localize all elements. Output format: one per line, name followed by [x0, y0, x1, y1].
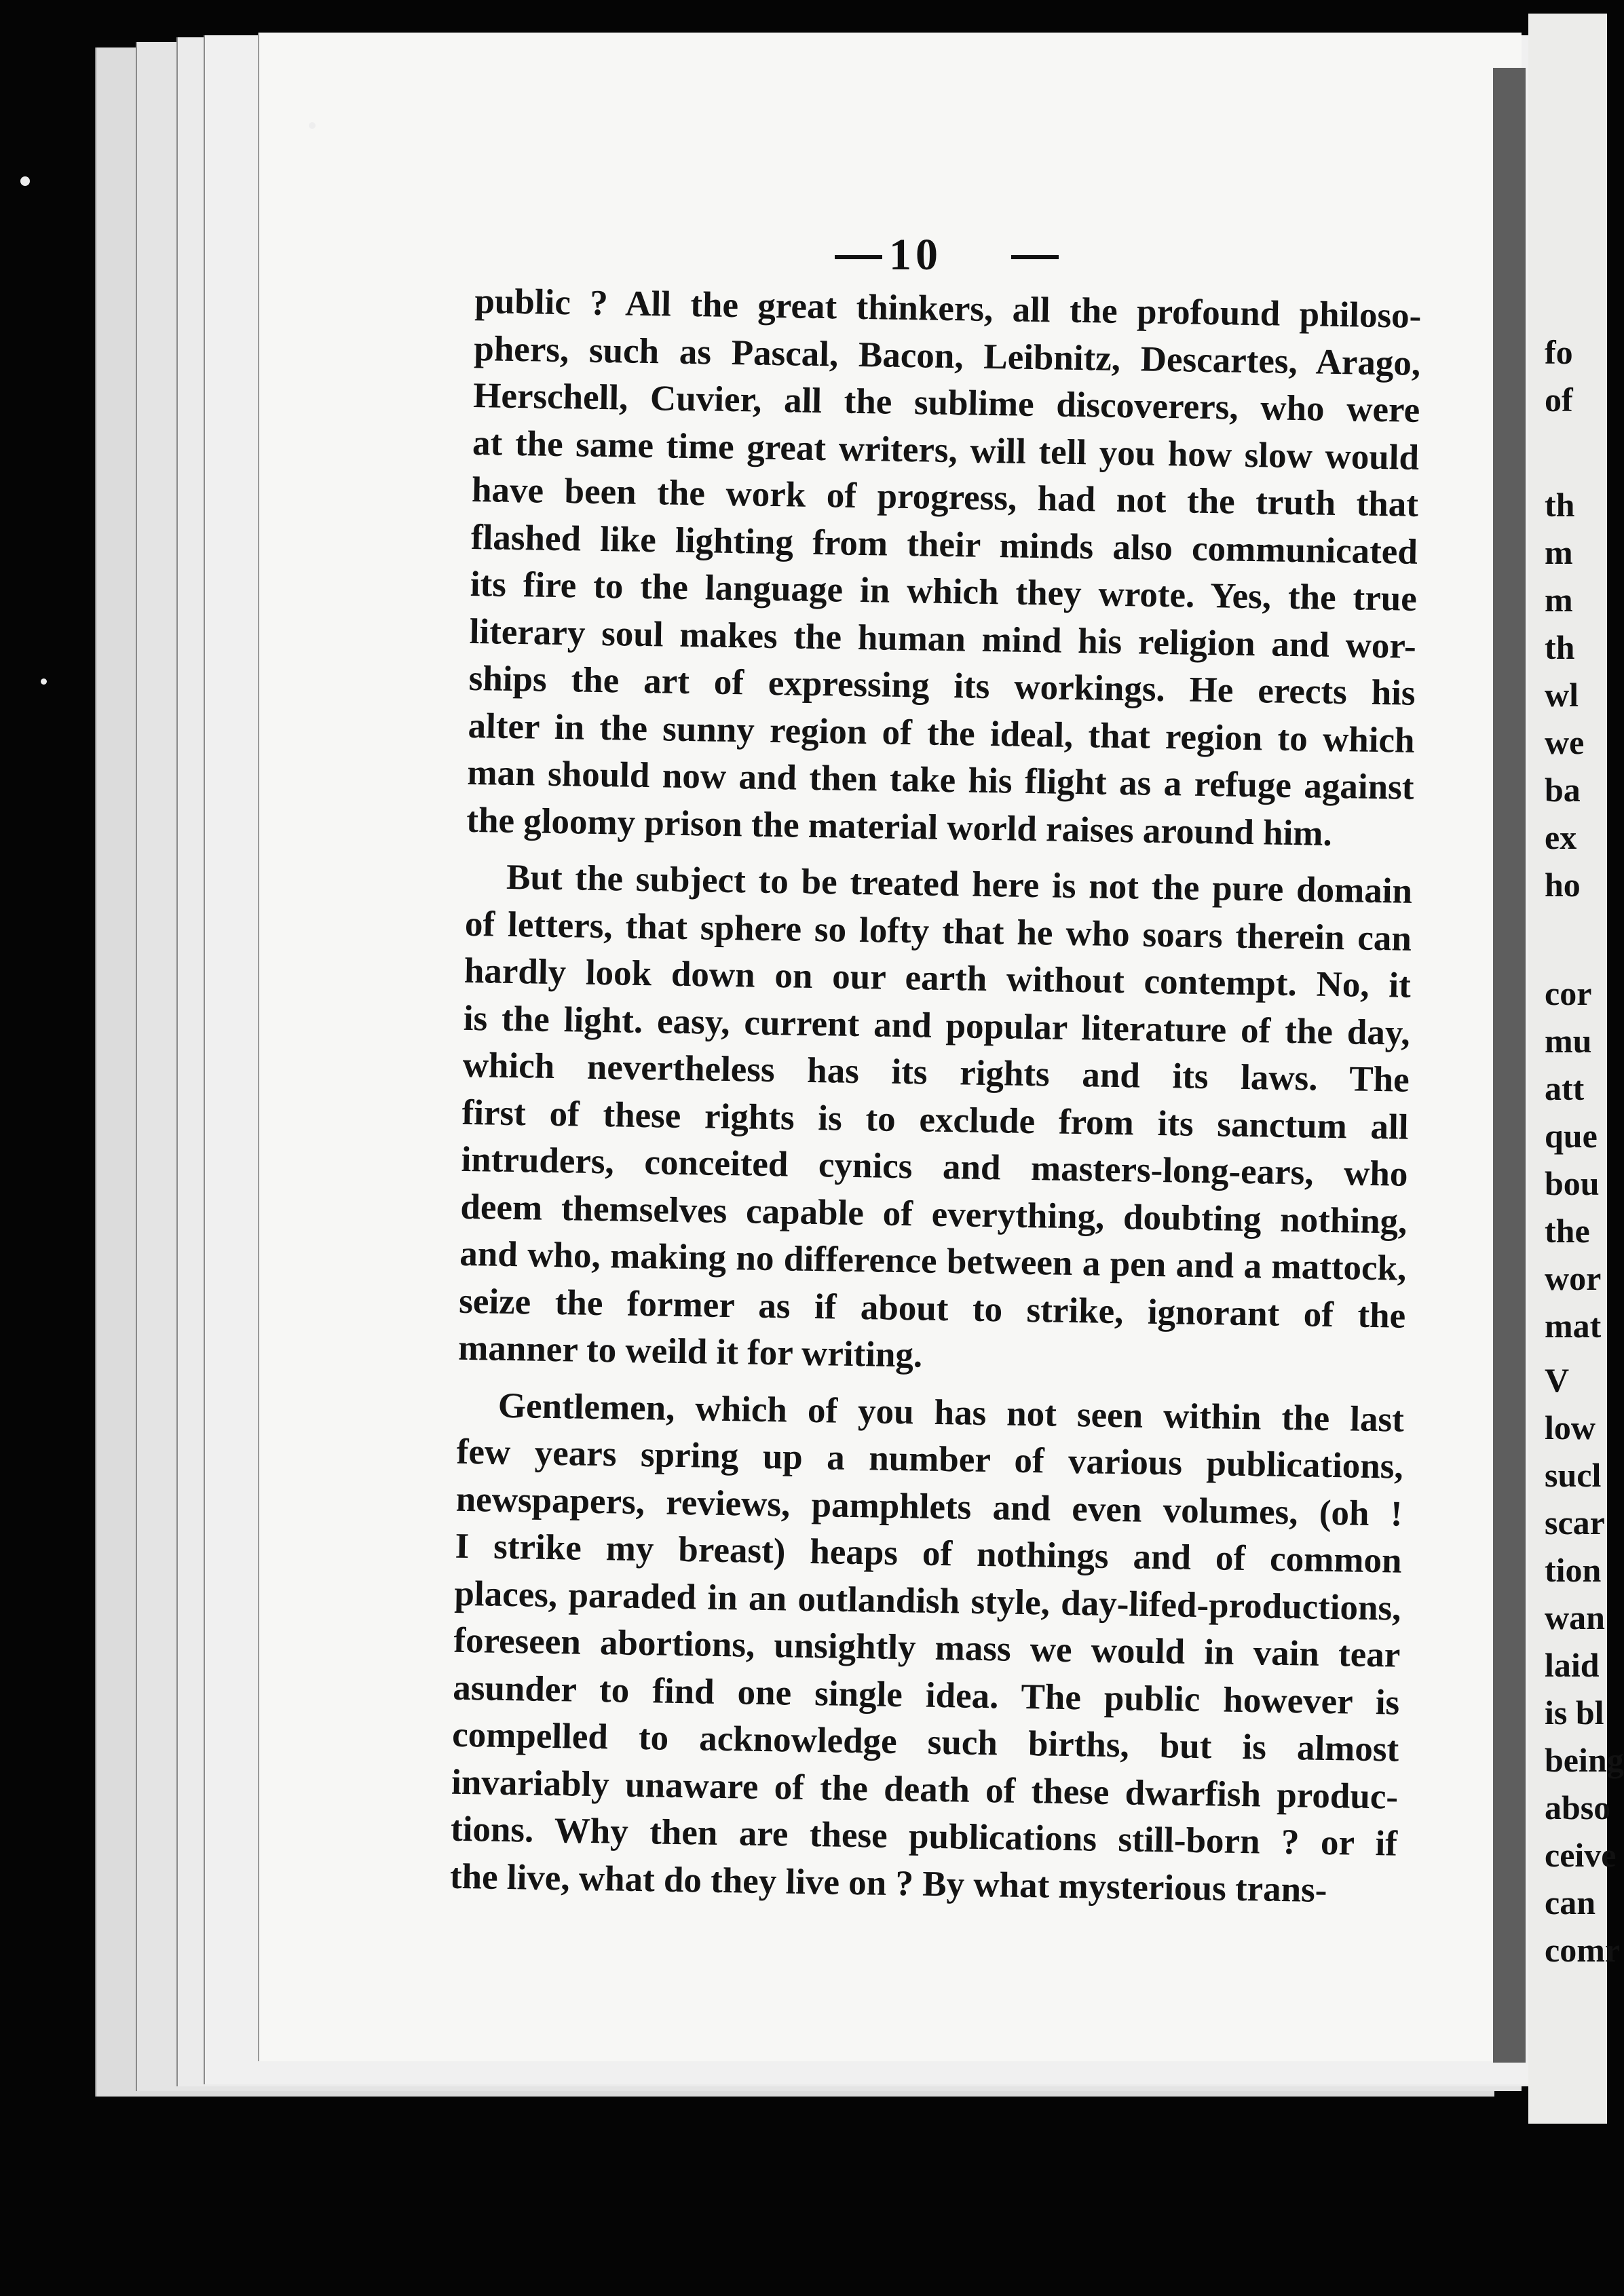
facing-page-fragment: sucl [1545, 1456, 1602, 1494]
text-line: of letters, that sphere so lofty that he who soars therein can [464, 904, 1412, 959]
facing-page-fragment: mu [1545, 1022, 1592, 1060]
text-line: is the light. easy, current and popular literature of the day, [463, 998, 1411, 1053]
facing-page-fragment: m [1545, 581, 1573, 619]
paragraph-2 [458, 854, 1413, 1387]
facing-page-fragment: V [1545, 1361, 1570, 1399]
facing-page-fragment: can [1545, 1883, 1595, 1921]
text-line: asunder to find one single idea. The public however is [452, 1668, 1400, 1723]
text-line: I strike my breast) heaps of nothings and of common [455, 1526, 1402, 1581]
facing-page-fragment: low [1545, 1409, 1595, 1447]
page-number-dash-left [835, 255, 882, 259]
facing-page-fragment: is bl [1545, 1694, 1604, 1731]
text-line: the gloomy prison the material world raises around him. [466, 800, 1333, 854]
scan-speck [20, 176, 30, 186]
text-line: intruders, conceited cynics and masters-long-ears, who [461, 1139, 1408, 1194]
facing-page-fragment: we [1545, 723, 1585, 761]
facing-page-fragment: que [1545, 1117, 1598, 1155]
text-line: phers, such as Pascal, Bacon, Leibnitz, Descartes, Arago, [473, 328, 1421, 383]
text-line: hardly look down on our earth without contempt. No, it [464, 951, 1412, 1006]
facing-page [1528, 14, 1624, 2130]
text-line: manner to weild it for writing. [457, 1328, 923, 1375]
facing-page-fragment: the [1545, 1212, 1590, 1250]
text-line: few years spring up a number of various publications, [456, 1432, 1404, 1487]
text-line: But the subject to be treated here is not the pure domain [506, 857, 1413, 911]
facing-page-fragment: ex [1545, 818, 1577, 856]
facing-page-fragment: of [1545, 381, 1573, 419]
facing-page-fragment: m [1545, 533, 1573, 571]
page-number: 10 [889, 230, 942, 280]
facing-page-fragment: ho [1545, 866, 1581, 904]
text-line: man should now and then take his flight as a refuge against [467, 752, 1414, 807]
paragraph-1 [466, 278, 1422, 859]
text-line: flashed like lighting from their minds also communicated [470, 517, 1418, 572]
text-line: public ? All the great thinkers, all the profound philoso- [474, 281, 1422, 336]
facing-page-fragment: fo [1545, 333, 1573, 371]
page-number-dash-right [1011, 255, 1059, 259]
text-line: ships the art of expressing its workings. He erects his [468, 658, 1416, 713]
text-line: and who, making no difference between a pen and a mattock, [459, 1233, 1407, 1288]
text-line: the live, what do they live on ? By what mysterious trans- [449, 1856, 1327, 1910]
text-line: invariably unaware of the death of these dwarfish produc- [451, 1762, 1399, 1817]
facing-page-fragment: tion [1545, 1551, 1602, 1589]
facing-page-fragment: ceive [1545, 1836, 1617, 1874]
facing-page-fragment: comr [1545, 1931, 1621, 1969]
text-line: Herschell, Cuvier, all the sublime discoverers, who were [472, 375, 1420, 430]
text-line: Gentlemen, which of you has not seen within the last [497, 1385, 1405, 1440]
text-line: alter in the sunny region of the ideal, that region to which [468, 706, 1415, 761]
page-gutter-shadow [1493, 68, 1526, 2063]
text-line: literary soul makes the human mind his religion and wor- [469, 611, 1417, 666]
facing-page-fragment: cor [1545, 974, 1592, 1012]
facing-page-fragment: bou [1545, 1164, 1600, 1202]
text-line: foreseen abortions, unsightly mass we would in vain tear [453, 1620, 1401, 1675]
text-line: tions. Why then are these publications still-born ? or if [450, 1809, 1398, 1864]
facing-page-fragment: abso [1545, 1788, 1611, 1826]
page-body-text [449, 278, 1421, 1915]
scan-speck [309, 122, 316, 129]
scan-border [0, 2124, 1607, 2296]
paragraph-3 [449, 1381, 1404, 1915]
text-line: compelled to acknowledge such births, but is almost [451, 1715, 1399, 1769]
text-line: which nevertheless has its rights and its laws. The [462, 1045, 1410, 1100]
facing-page-fragment: th [1545, 486, 1575, 524]
scan-speck [41, 678, 47, 685]
text-line: its fire to the language in which they wrote. Yes, the true [470, 564, 1418, 619]
text-line: have been the work of progress, had not the truth that [471, 470, 1419, 524]
text-line: newspapers, reviews, pamphlets and even volumes, (oh ! [455, 1479, 1403, 1534]
text-line: first of these rights is to exclude from its sanctum all [461, 1092, 1409, 1147]
facing-page-fragment: wor [1545, 1259, 1602, 1297]
facing-page-fragment: wan [1545, 1599, 1605, 1637]
facing-page-fragment: ba [1545, 771, 1581, 809]
facing-page-fragment: att [1545, 1069, 1585, 1107]
text-line: at the same time great writers, will tell you how slow would [472, 423, 1420, 478]
facing-page-fragment: wl [1545, 676, 1579, 714]
facing-page-fragment: mat [1545, 1307, 1602, 1345]
facing-page-fragment: being [1545, 1741, 1624, 1779]
text-line: places, paraded in an outlandish style, day-lifed-productions, [454, 1573, 1401, 1628]
facing-page-fragment: th [1545, 628, 1575, 666]
facing-page-fragment: scar [1545, 1504, 1605, 1542]
facing-page-fragment: laid [1545, 1646, 1600, 1684]
text-line: deem themselves capable of everything, doubting nothing, [460, 1187, 1408, 1242]
text-line: seize the former as if about to strike, ignorant of the [458, 1281, 1406, 1336]
